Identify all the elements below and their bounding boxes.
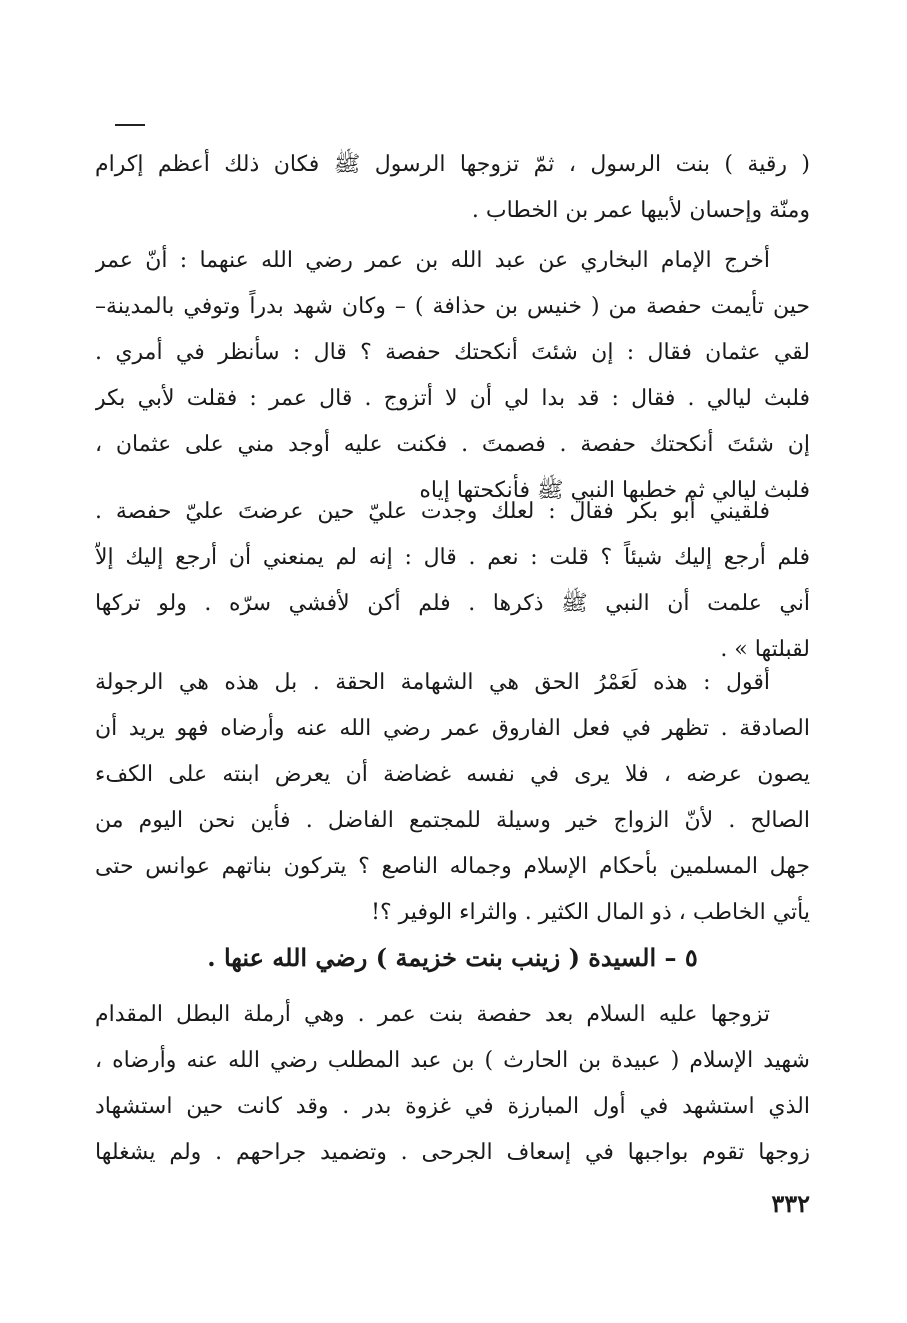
text-line: ( رقية ) بنت الرسول ، ثمّ تزوجها الرسول ﷺ فكان ذلك أعظم إكرام [95, 152, 810, 177]
paragraph-bukhari-narration [95, 238, 810, 514]
paragraph-abu-bakr [95, 489, 810, 673]
text-line: إن شئتَ أنكحتك حفصة . فصمتَ . فكنت عليه أوجد مني على عثمان ، [95, 432, 810, 457]
text-line: أخرج الإمام البخاري عن عبد الله بن عمر رضي الله عنهما : أنّ عمر [95, 248, 770, 273]
text-line: الصالح . لأنّ الزواج خير وسيلة للمجتمع الفاضل . فأين نحن اليوم من [95, 808, 810, 833]
top-rule-divider [115, 124, 145, 126]
text-line: جهل المسلمين بأحكام الإسلام وجماله الناصع ؟ يتركون بناتهم عوانس حتى [95, 854, 810, 879]
book-page [95, 112, 810, 1232]
text-line: ومنّة وإحسان لأبيها عمر بن الخطاب . [471, 198, 810, 223]
text-line: لقبلتها » . [720, 637, 810, 662]
text-line: تزوجها عليه السلام بعد حفصة بنت عمر . وهي أرملة البطل المقدام [95, 1002, 770, 1027]
text-line: يصون عرضه ، فلا يرى في نفسه غضاضة أن يعرض ابنته على الكفء [95, 762, 810, 787]
text-line: فلقيني أبو بكر فقال : لعلك وجدت عليّ حين عرضتَ عليّ حفصة . [95, 499, 770, 524]
paragraph-ruqayya [95, 142, 810, 234]
paragraph-zaynab [95, 992, 810, 1176]
text-line: الصادقة . تظهر في فعل الفاروق عمر رضي الله عنه وأرضاه فهو يريد أن [95, 716, 810, 741]
text-line: أقول : هذه لَعَمْرُ الحق هي الشهامة الحقة . بل هذه هي الرجولة [95, 670, 770, 695]
text-line: فلم أرجع إليك شيئاً ؟ قلت : نعم . قال : إنه لم يمنعني أن أرجع إليك إلاّ [95, 545, 810, 570]
text-line: شهيد الإسلام ( عبيدة بن الحارث ) بن عبد المطلب رضي الله عنه وأرضاه ، [95, 1048, 810, 1073]
text-line: زوجها تقوم بواجبها في إسعاف الجرحى . وتضميد جراحهم . ولم يشغلها [95, 1140, 810, 1165]
page-number: ٣٣٢ [771, 1189, 810, 1218]
text-line: الذي استشهد في أول المبارزة في غزوة بدر . وقد كانت حين استشهاد [95, 1094, 810, 1119]
text-line: يأتي الخاطب ، ذو المال الكثير . والثراء الوفير ؟! [371, 900, 810, 925]
text-line: حين تأيمت حفصة من ( خنيس بن حذافة ) – وكان شهد بدراً وتوفي بالمدينة– [95, 294, 810, 319]
text-line: لقي عثمان فقال : إن شئتَ أنكحتك حفصة ؟ قال : سأنظر في أمري . [95, 340, 810, 365]
text-line: فلبث ليالي . فقال : قد بدا لي أن لا أتزوج . قال عمر : فقلت لأبي بكر [95, 386, 810, 411]
paragraph-author-commentary [95, 660, 810, 936]
text-line: فلبث ليالي ثم خطبها النبي ﷺ فأنكحتها إياه [419, 478, 810, 503]
section-heading: ٥ – السيدة ( زينب بنت خزيمة ) رضي الله عنها . [207, 943, 698, 972]
text-line: أني علمت أن النبي ﷺ ذكرها . فلم أكن لأفشي سرّه . ولو تركها [95, 591, 810, 616]
